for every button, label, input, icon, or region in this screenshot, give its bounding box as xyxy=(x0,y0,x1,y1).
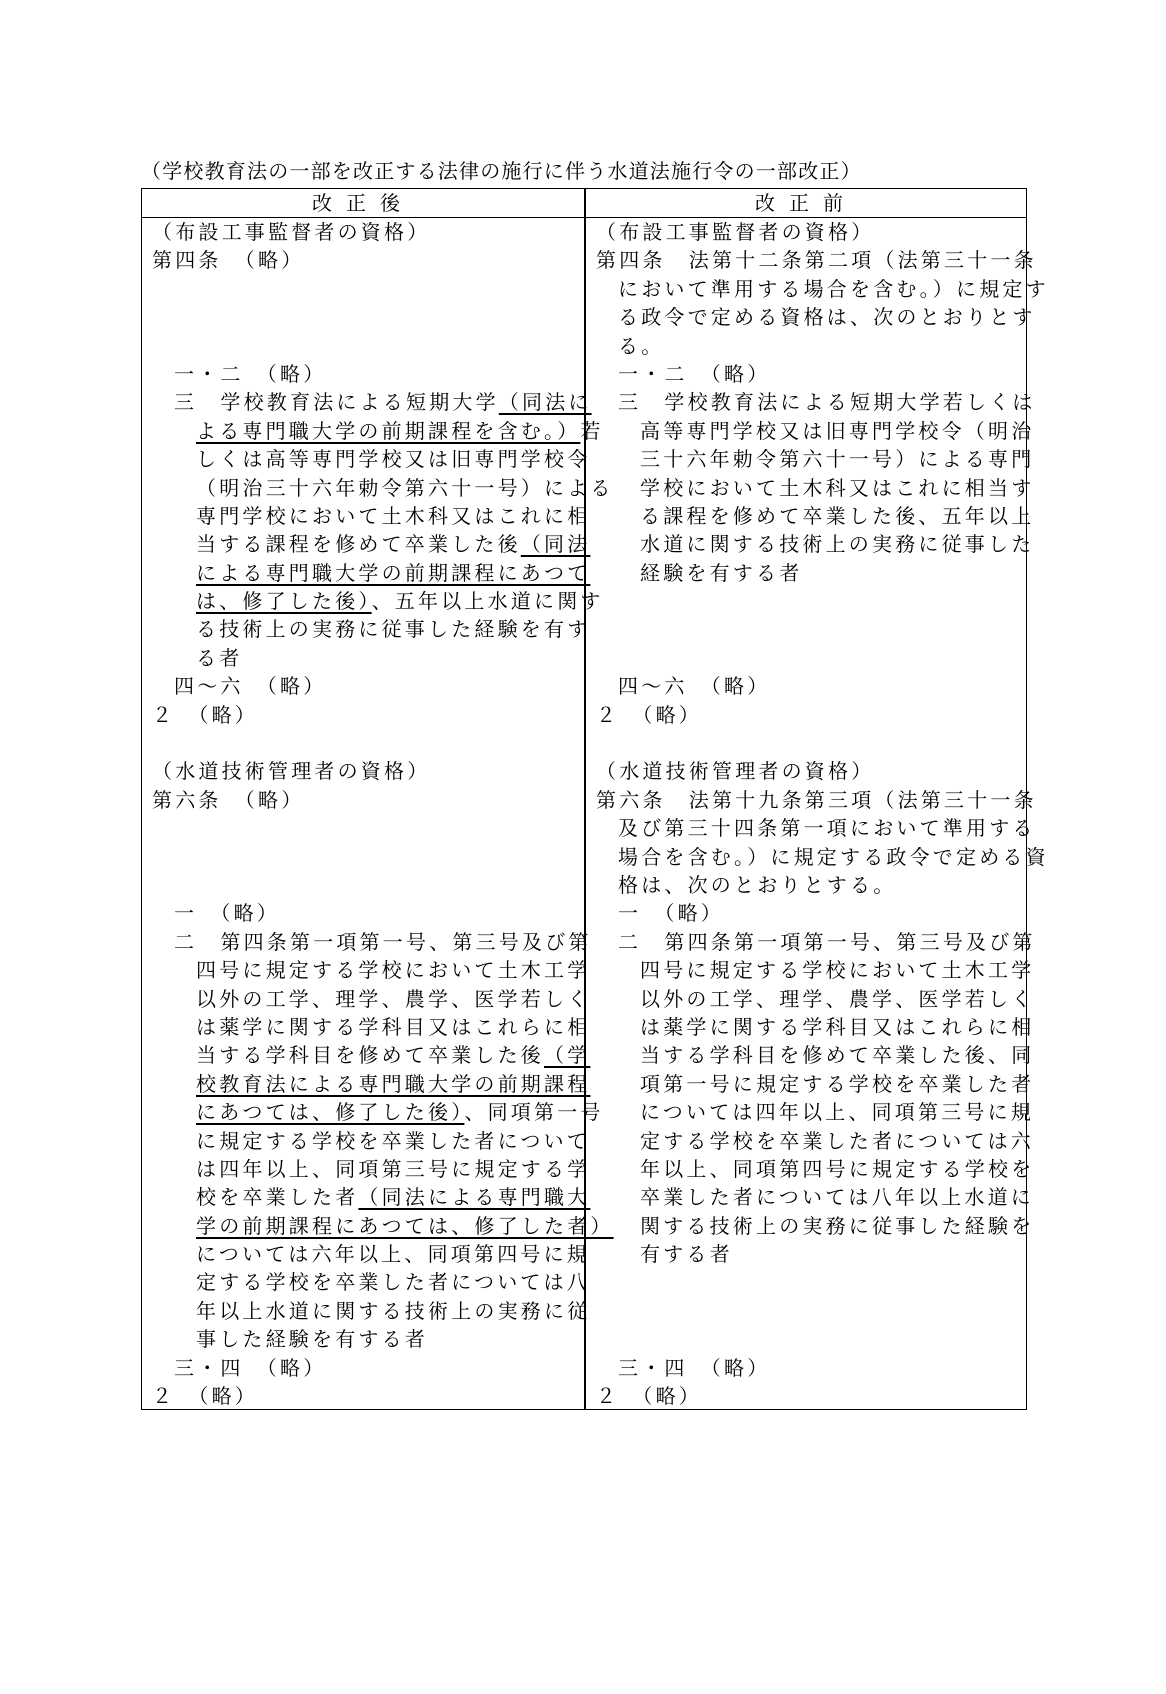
text-span: 三 学校教育法による短期大学若しくは xyxy=(618,390,1036,415)
text-span: 年以上、同項第四号に規定する学校を xyxy=(640,1156,1035,1181)
text-line xyxy=(152,303,592,331)
text-span: 一・二 （略） xyxy=(618,361,771,386)
text-line xyxy=(152,388,592,416)
amended-text: （同法 xyxy=(520,532,591,557)
text-line xyxy=(596,502,1036,530)
text-span: 及び第三十四条第一項において準用する xyxy=(618,816,1036,841)
text-line xyxy=(152,1070,592,1098)
text-line xyxy=(596,360,1036,388)
text-span: 四号に規定する学校において土木工学 xyxy=(640,958,1035,983)
amended-text: よる専門職大学の前期課程を含む。） xyxy=(196,418,581,443)
text-span: 関する技術上の実務に従事した経験を xyxy=(640,1213,1035,1238)
text-span: は薬学に関する学科目又はこれらに相 xyxy=(640,1014,1035,1039)
text-line xyxy=(152,275,592,303)
text-span: については四年以上、同項第三号に規 xyxy=(640,1100,1034,1125)
text-span: は四年以上、同項第三号に規定する学 xyxy=(196,1156,591,1181)
text-line xyxy=(596,701,1036,729)
text-span: 三・四 （略） xyxy=(618,1355,771,1380)
text-line xyxy=(596,246,1036,274)
text-line xyxy=(596,1127,1036,1155)
text-line xyxy=(152,1382,592,1410)
amended-text: （同法による専門職大 xyxy=(358,1185,591,1210)
text-span: ２ （略） xyxy=(152,1384,258,1409)
text-span: 三・四 （略） xyxy=(174,1355,327,1380)
amended-text: にあつては、修了した後） xyxy=(196,1100,465,1125)
text-line xyxy=(152,445,592,473)
text-span: （明治三十六年勅令第六十一号）による xyxy=(196,475,614,500)
comparison-table xyxy=(141,188,1049,1410)
text-span: ２ （略） xyxy=(596,1384,702,1409)
text-line xyxy=(596,1268,1036,1296)
text-span: 三十六年勅令第六十一号）による専門 xyxy=(640,447,1035,472)
column-before-amendment xyxy=(596,218,1049,1410)
text-line xyxy=(596,786,1036,814)
text-span: 校を卒業した者 xyxy=(196,1185,359,1210)
text-line xyxy=(152,1297,592,1325)
text-span: （水道技術管理者の資格） xyxy=(152,759,431,784)
text-line xyxy=(596,814,1036,842)
text-line xyxy=(596,332,1036,360)
text-span: 第六条 法第十九条第三項（法第三十一条 xyxy=(596,787,1037,812)
column-after-amendment xyxy=(152,218,614,1410)
text-line xyxy=(152,530,592,558)
text-line xyxy=(152,871,592,899)
text-line xyxy=(152,502,592,530)
text-line xyxy=(152,417,604,445)
text-line xyxy=(596,445,1036,473)
text-span: 経験を有する者 xyxy=(640,560,803,585)
amended-text: 校教育法による専門職大学の前期課程 xyxy=(196,1071,591,1096)
text-span: 年以上水道に関する技術上の実務に従 xyxy=(196,1298,591,1323)
text-span: 二 第四条第一項第一号、第三号及び第 xyxy=(618,929,1036,954)
text-line xyxy=(596,956,1036,984)
text-span: に規定する学校を卒業した者について xyxy=(196,1128,590,1153)
text-span: 四号に規定する学校において土木工学 xyxy=(196,958,591,983)
text-line xyxy=(596,1382,1036,1410)
text-line xyxy=(596,899,1036,927)
document-title: （学校教育法の一部を改正する法律の施行に伴う水道法施行令の一部改正） xyxy=(141,159,862,183)
text-line xyxy=(152,1268,592,1296)
text-line xyxy=(152,1354,592,1382)
text-span: （布設工事監督者の資格） xyxy=(152,220,431,244)
text-line xyxy=(152,899,592,927)
text-span: 若 xyxy=(580,418,604,443)
text-line xyxy=(596,417,1036,445)
text-line xyxy=(596,1041,1036,1069)
amended-text: による専門職大学の前期課程にあつて xyxy=(196,560,591,585)
text-line xyxy=(152,1240,592,1268)
text-span: 一 （略） xyxy=(174,901,280,926)
text-span: 学校において土木科又はこれに相当す xyxy=(640,475,1035,500)
text-line xyxy=(596,928,1036,956)
text-line xyxy=(152,1098,604,1126)
text-span: 定する学校を卒業した者については六 xyxy=(640,1128,1034,1153)
text-span: 以外の工学、理学、農学、医学若しく xyxy=(640,986,1035,1011)
text-line xyxy=(596,871,1036,899)
text-span: 第四条 （略） xyxy=(152,248,305,273)
text-line xyxy=(596,1297,1036,1325)
amended-text: （同法に xyxy=(498,390,592,415)
text-span: 一・二 （略） xyxy=(174,361,327,386)
text-line xyxy=(596,1098,1036,1126)
text-line xyxy=(152,644,592,672)
text-line xyxy=(152,1013,592,1041)
text-span: ２ （略） xyxy=(152,702,258,727)
text-line xyxy=(152,701,592,729)
text-line xyxy=(152,956,592,984)
text-span: は薬学に関する学科目又はこれらに相 xyxy=(196,1014,591,1039)
text-line xyxy=(152,587,604,615)
text-line xyxy=(596,559,1036,587)
text-span: しくは高等専門学校又は旧専門学校令 xyxy=(196,447,591,472)
text-span: 有する者 xyxy=(640,1242,733,1267)
text-line xyxy=(152,474,614,502)
header-before: 改正前 xyxy=(755,191,857,215)
text-line xyxy=(596,1325,1036,1353)
amended-text: 学の前期課程にあつては、修了した者） xyxy=(196,1213,614,1238)
text-line xyxy=(152,928,592,956)
text-line xyxy=(152,615,592,643)
text-line xyxy=(152,218,592,246)
text-span: 専門学校において土木科又はこれに相 xyxy=(196,503,591,528)
text-line xyxy=(596,530,1036,558)
text-span: において準用する場合を含む。）に規定す xyxy=(618,276,1049,301)
text-span: 当する学科目を修めて卒業した後、同 xyxy=(640,1043,1035,1068)
text-line xyxy=(596,587,1036,615)
text-line xyxy=(152,360,592,388)
text-span: 三 学校教育法による短期大学 xyxy=(174,390,499,415)
text-line xyxy=(152,786,592,814)
text-line xyxy=(596,474,1036,502)
text-span: 第四条 法第十二条第二項（法第三十一条 xyxy=(596,248,1037,273)
text-span: （布設工事監督者の資格） xyxy=(596,220,875,244)
text-line xyxy=(596,1354,1036,1382)
text-line xyxy=(596,644,1036,672)
text-line xyxy=(596,303,1036,331)
amended-text: は、修了した後） xyxy=(196,589,372,614)
text-span: 事した経験を有する者 xyxy=(196,1327,428,1352)
text-line xyxy=(152,1041,592,1069)
text-span: 、五年以上水道に関す xyxy=(371,589,604,614)
text-span: 以外の工学、理学、農学、医学若しく xyxy=(196,986,591,1011)
text-line xyxy=(596,1183,1036,1211)
text-span: 当する学科目を修めて卒業した後 xyxy=(196,1043,544,1068)
text-span: 一 （略） xyxy=(618,901,724,926)
text-line xyxy=(596,985,1036,1013)
text-line xyxy=(152,1155,592,1183)
text-line xyxy=(596,1070,1036,1098)
text-span: 第六条 （略） xyxy=(152,787,305,812)
text-span: 卒業した者については八年以上水道に xyxy=(640,1185,1034,1210)
text-span: る技術上の実務に従事した経験を有す xyxy=(196,617,591,642)
text-line xyxy=(596,672,1036,700)
text-line xyxy=(596,218,1036,246)
text-span: る。 xyxy=(618,333,665,358)
text-line xyxy=(152,729,592,757)
text-line xyxy=(596,1155,1036,1183)
text-span: ２ （略） xyxy=(596,702,702,727)
text-span: （水道技術管理者の資格） xyxy=(596,759,875,784)
text-line xyxy=(596,757,1036,785)
text-line xyxy=(152,672,592,700)
amended-text: （学 xyxy=(544,1043,591,1068)
text-line xyxy=(596,615,1036,643)
text-span: 項第一号に規定する学校を卒業した者 xyxy=(640,1071,1035,1096)
text-line xyxy=(596,275,1049,303)
text-span: 二 第四条第一項第一号、第三号及び第 xyxy=(174,929,592,954)
text-span: 水道に関する技術上の実務に従事した xyxy=(640,532,1035,557)
text-line xyxy=(152,1325,592,1353)
text-line xyxy=(152,1183,592,1211)
text-span: 場合を含む。）に規定する政令で定める資 xyxy=(618,844,1049,869)
text-line xyxy=(152,246,592,274)
text-line xyxy=(152,985,592,1013)
text-line xyxy=(152,1127,592,1155)
text-line xyxy=(152,757,592,785)
text-line xyxy=(152,1212,614,1240)
text-line xyxy=(596,843,1049,871)
text-line xyxy=(596,1240,1036,1268)
text-span: 、同項第一号 xyxy=(464,1100,604,1125)
text-span: 高等専門学校又は旧専門学校令（明治 xyxy=(640,418,1035,443)
text-line xyxy=(596,388,1036,416)
text-span: 格は、次のとおりとする。 xyxy=(618,872,897,897)
text-span: る課程を修めて卒業した後、五年以上 xyxy=(640,503,1035,528)
text-span: については六年以上、同項第四号に規 xyxy=(196,1242,590,1267)
text-span: 四～六 （略） xyxy=(618,674,771,699)
text-line xyxy=(152,843,592,871)
text-line xyxy=(596,729,1036,757)
text-span: 四～六 （略） xyxy=(174,674,327,699)
text-span: る者 xyxy=(196,645,243,670)
text-span: 当する課程を修めて卒業した後 xyxy=(196,532,521,557)
text-line xyxy=(596,1013,1036,1041)
text-line xyxy=(152,559,592,587)
text-line xyxy=(152,332,592,360)
text-span: る政令で定める資格は、次のとおりとす xyxy=(618,305,1036,330)
text-span: 定する学校を卒業した者については八 xyxy=(196,1270,590,1295)
text-line xyxy=(596,1212,1036,1240)
text-line xyxy=(152,814,592,842)
header-after: 改正後 xyxy=(312,191,414,215)
